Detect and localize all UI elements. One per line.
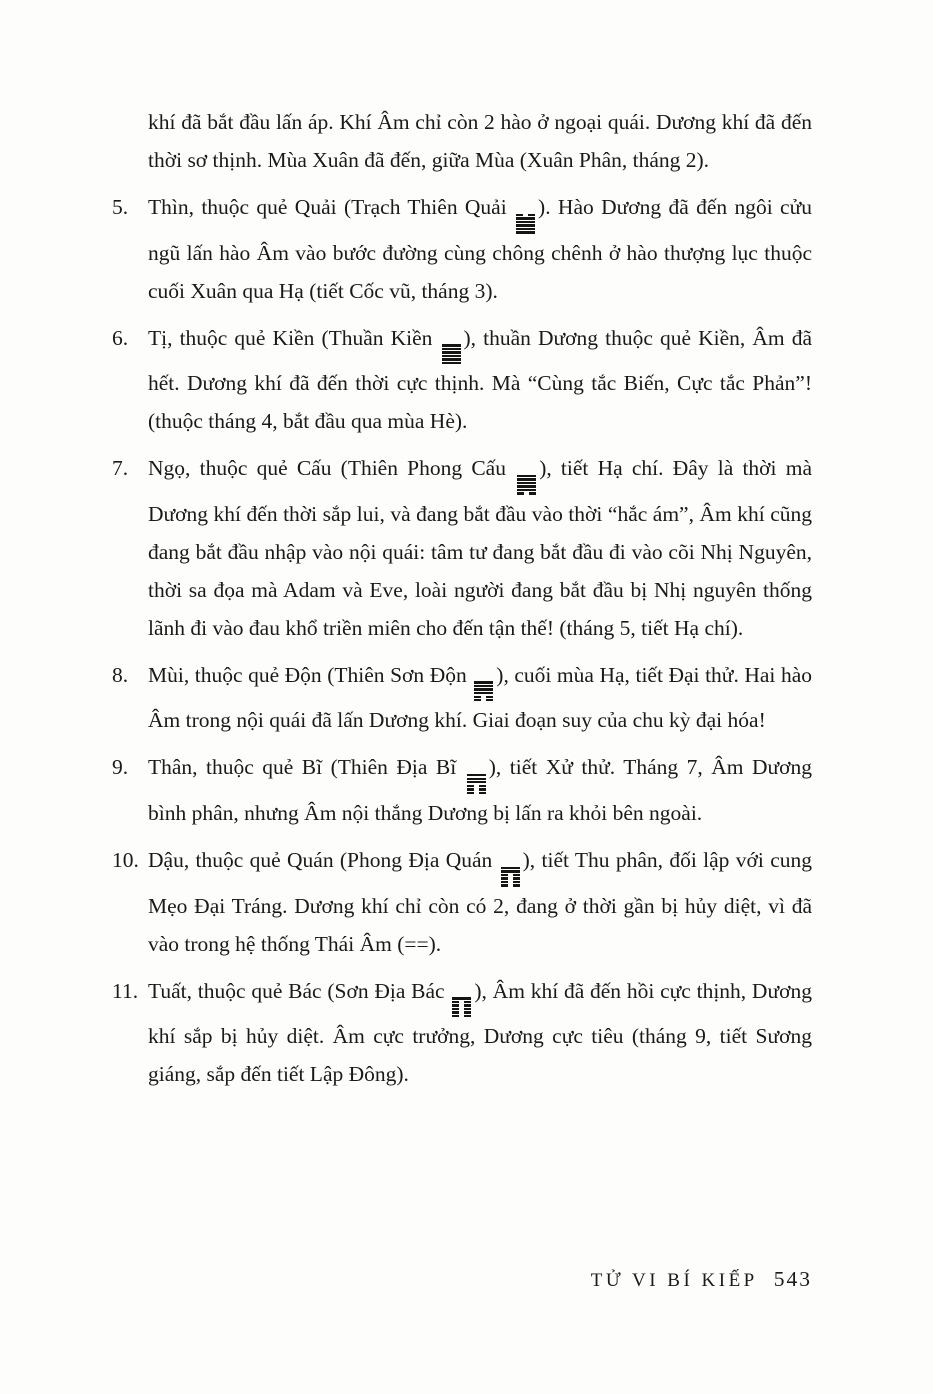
hexagram-kien-icon bbox=[442, 344, 461, 364]
item-text: Thìn, thuộc quẻ Quải (Trạch Thiên Quải ). Hào Dương đã đến ngôi cửu ngũ lấn hào Âm vào bước đường cùng chông chênh ở hào thượng lục thuộc cuối Xuân qua Hạ (tiết Cốc vũ, tháng 3). bbox=[148, 195, 812, 303]
hexagram-cau-icon bbox=[517, 475, 536, 495]
item-number: 10. bbox=[112, 848, 139, 873]
list-item bbox=[112, 841, 812, 963]
list-item bbox=[112, 188, 812, 310]
hexagram-bac-icon bbox=[452, 997, 471, 1017]
list-item bbox=[112, 748, 812, 832]
item-text: Thân, thuộc quẻ Bĩ (Thiên Địa Bĩ ), tiết Xử thử. Tháng 7, Âm Dương bình phân, nhưng Âm nội thắng Dương bị lấn ra khỏi bên ngoài. bbox=[148, 755, 813, 826]
item-text: Mùi, thuộc quẻ Độn (Thiên Sơn Độn ), cuối mùa Hạ, tiết Đại thử. Hai hào Âm trong nội quái đã lấn Dương khí. Giai đoạn suy của chu kỳ đại hóa! bbox=[148, 662, 812, 733]
hexagram-quai-icon bbox=[516, 214, 535, 234]
item-text: Ngọ, thuộc quẻ Cấu (Thiên Phong Cấu ), tiết Hạ chí. Đây là thời mà Dương khí đến thời sắp lui, và đang bắt đầu vào thời “hắc ám”, Âm khí cũng đang bắt đầu nhập vào nội quái: tâm tư đang bắt đầu đi vào cõi Nhị Nguyên, thời sa đọa mà Adam và Eve, loài người đang bắt đầu bị Nhị nguyên thống lãnh đi vào đau khổ triền miên cho đến tận thế! (tháng 5, tiết Hạ chí). bbox=[148, 456, 812, 640]
item-number: 11. bbox=[112, 978, 139, 1003]
item-number: 9. bbox=[112, 755, 129, 780]
item-text: Tị, thuộc quẻ Kiền (Thuần Kiền ), thuần Dương thuộc quẻ Kiền, Âm đã hết. Dương khí đã đến thời cực thịnh. Mà “Cùng tắc Biến, Cực tắc Phản”! (thuộc tháng 4, bắt đầu qua mùa Hè). bbox=[148, 325, 812, 434]
page-footer bbox=[591, 1260, 812, 1300]
item-number: 8. bbox=[112, 662, 129, 687]
item-text: Dậu, thuộc quẻ Quán (Phong Địa Quán ), tiết Thu phân, đối lập với cung Mẹo Đại Tráng. Dương khí chỉ còn có 2, đang ở thời gần bị hủy diệt, vì đã vào trong hệ thống Thái Âm (==). bbox=[148, 848, 812, 956]
list-item bbox=[112, 656, 812, 740]
running-title: TỬ VI BÍ KIẾP bbox=[590, 1270, 758, 1291]
numbered-list bbox=[112, 188, 812, 1093]
item-number: 5. bbox=[112, 195, 129, 219]
item-text: Tuất, thuộc quẻ Bác (Sơn Địa Bác ), Âm khí đã đến hồi cực thịnh, Dương khí sắp bị hủy diệt. Âm cực trưởng, Dương cực tiêu (tháng 9, tiết Sương giáng, sắp đến tiết Lập Đông). bbox=[148, 978, 812, 1087]
hexagram-bi-icon bbox=[467, 774, 486, 794]
intro-paragraph: khí đã bắt đầu lấn áp. Khí Âm chỉ còn 2 hào ở ngoại quái. Dương khí đã đến thời sơ thịnh. Mùa Xuân đã đến, giữa Mùa (Xuân Phân, tháng 2). bbox=[148, 110, 812, 172]
hexagram-don-icon bbox=[474, 681, 493, 701]
item-number: 7. bbox=[112, 456, 129, 481]
hexagram-quan-icon bbox=[501, 867, 520, 887]
page-number: 543 bbox=[773, 1267, 812, 1291]
list-item bbox=[112, 449, 812, 647]
list-item bbox=[112, 319, 812, 441]
list-item bbox=[112, 972, 812, 1094]
item-number: 6. bbox=[112, 325, 129, 350]
